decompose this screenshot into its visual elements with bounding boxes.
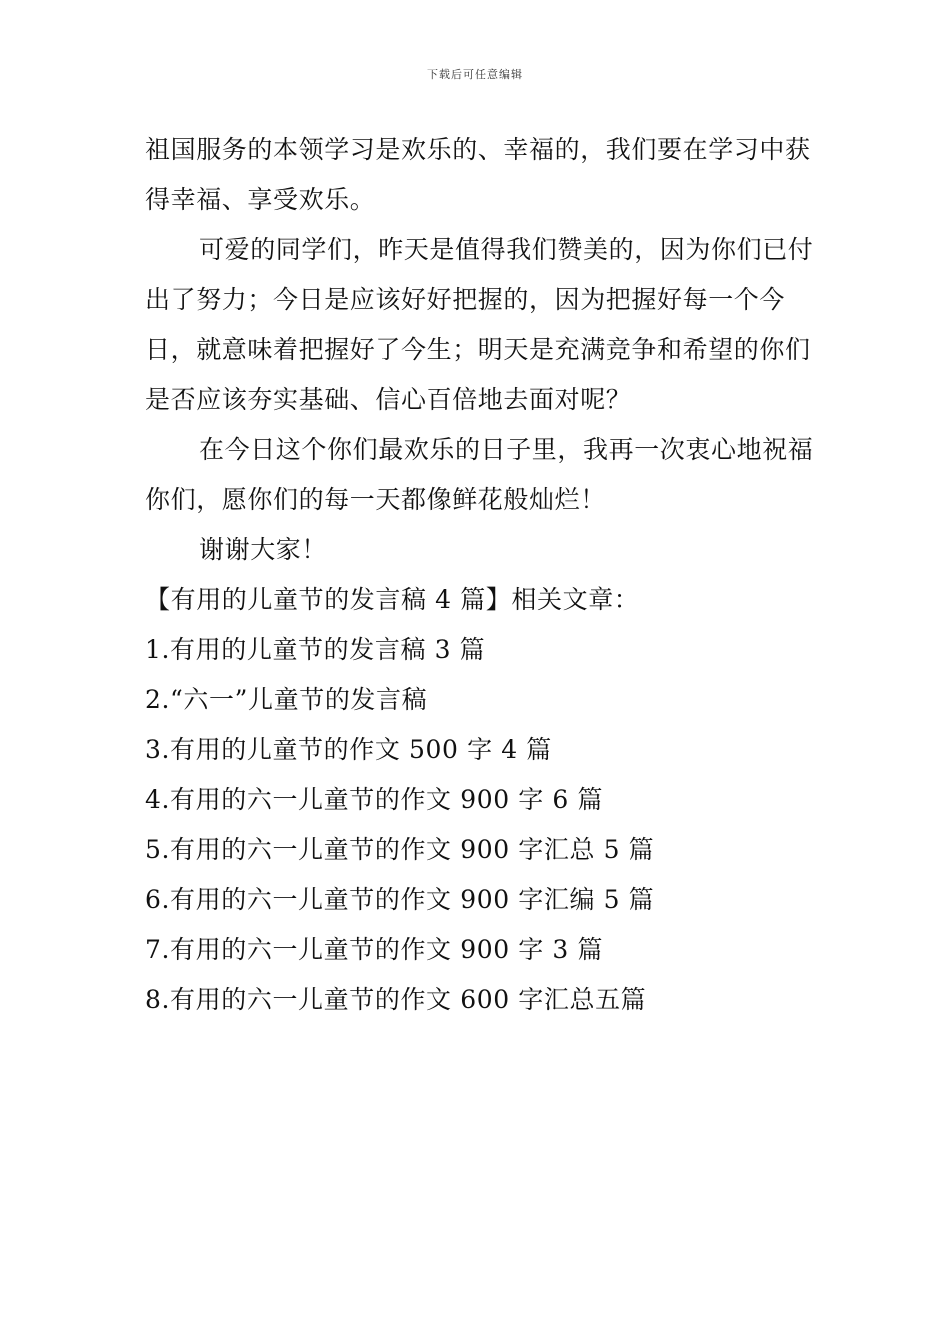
related-article-link[interactable]: 3.有用的儿童节的作文 500 字 4 篇 <box>145 735 552 764</box>
paragraph-continuation: 祖国服务的本领学习是欢乐的、幸福的，我们要在学习中获得幸福、享受欢乐。 <box>145 135 811 214</box>
paragraph-thanks: 谢谢大家！ <box>199 535 328 564</box>
related-articles-heading: 【有用的儿童节的发言稿 4 篇】相关文章： <box>145 585 640 614</box>
related-article-link[interactable]: 8.有用的六一儿童节的作文 600 字汇总五篇 <box>145 985 647 1014</box>
related-article-link[interactable]: 2.“六一”儿童节的发言稿 <box>145 685 428 714</box>
page-header: 下载后可任意编辑 <box>427 68 523 81</box>
document-body <box>145 125 815 1025</box>
related-articles-list <box>145 625 815 1025</box>
related-article-link[interactable]: 1.有用的儿童节的发言稿 3 篇 <box>145 635 486 664</box>
related-article-link[interactable]: 5.有用的六一儿童节的作文 900 字汇总 5 篇 <box>145 835 655 864</box>
paragraph-blessing: 在今日这个你们最欢乐的日子里，我再一次衷心地祝福你们，愿你们的每一天都像鲜花般灿烂！ <box>145 435 814 514</box>
related-article-link[interactable]: 7.有用的六一儿童节的作文 900 字 3 篇 <box>145 935 604 964</box>
related-article-link[interactable]: 6.有用的六一儿童节的作文 900 字汇编 5 篇 <box>145 885 655 914</box>
related-article-link[interactable]: 4.有用的六一儿童节的作文 900 字 6 篇 <box>145 785 604 814</box>
paragraph-classmates: 可爱的同学们，昨天是值得我们赞美的，因为你们已付出了努力；今日是应该好好把握的，因为把握好每一个今日，就意味着把握好了今生；明天是充满竞争和希望的你们是否应该夯实基础、信心百倍地去面对呢？ <box>145 235 814 414</box>
